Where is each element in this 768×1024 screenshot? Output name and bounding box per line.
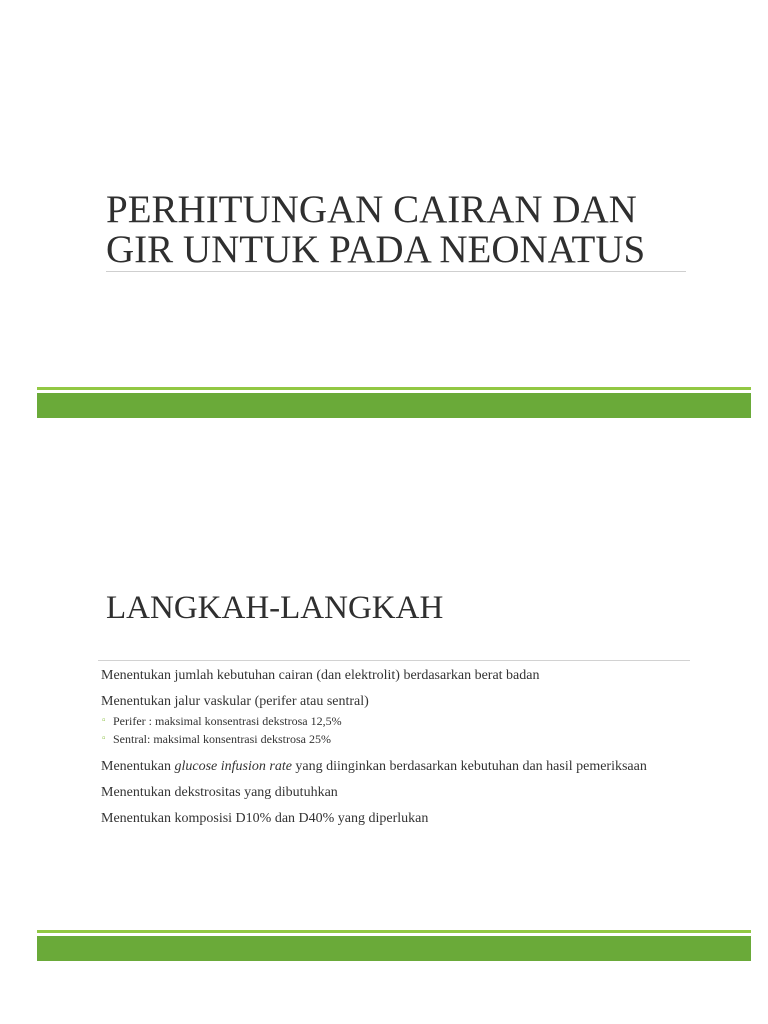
sub-list-item [101,730,741,748]
sub-list-item-text: Sentral: maksimal konsentrasi dekstrosa 25% [113,732,331,746]
sub-list-item [101,712,741,730]
title-line-2: GIR UNTUK PADA NEONATUS [106,228,646,271]
accent-band-thick [37,393,751,418]
list-item: Menentukan jumlah kebutuhan cairan (dan elektrolit) berdasarkan berat badan [101,668,540,683]
list-item [101,758,741,776]
slide-steps [0,420,768,965]
list-item: Menentukan dekstrositas yang dibutuhkan [101,785,338,800]
list-item-text-pre: Menentukan [101,759,175,774]
title-divider [106,271,686,272]
list-item-text-italic: glucose infusion rate [174,759,292,774]
slide-title [0,0,768,420]
list-item-text-post: yang diinginkan berdasarkan kebutuhan dan hasil pemeriksaan [291,759,647,774]
sub-list-item-text: Perifer : maksimal konsentrasi dekstrosa 12,5% [113,714,342,728]
heading-divider [98,660,690,661]
bullet-icon: ▫ [102,733,106,744]
slide-heading: LANGKAH-LANGKAH [106,590,444,626]
accent-band-thin [37,387,751,390]
bullet-icon: ▫ [102,715,106,726]
presentation-title [106,190,706,270]
steps-list [101,667,741,828]
title-line-1: PERHITUNGAN CAIRAN DAN [106,188,637,231]
accent-band-thick [37,936,751,961]
list-item: Menentukan komposisi D10% dan D40% yang diperlukan [101,811,429,826]
accent-band-thin [37,930,751,933]
list-item: Menentukan jalur vaskular (perifer atau sentral) [101,694,369,709]
